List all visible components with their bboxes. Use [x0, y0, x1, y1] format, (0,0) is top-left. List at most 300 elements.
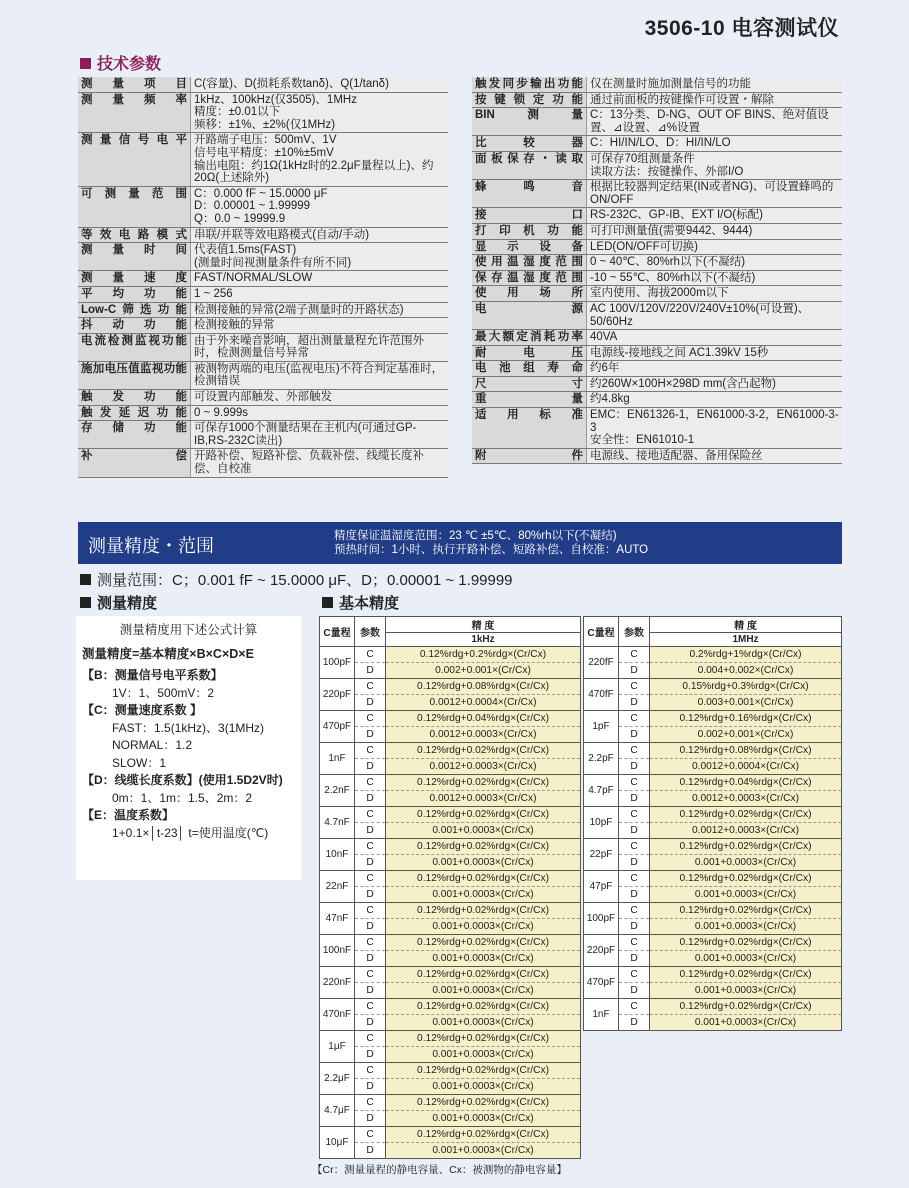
table-row — [320, 791, 581, 807]
table-row — [320, 855, 581, 871]
spec-row — [472, 255, 842, 271]
range-cell: 47nF — [320, 903, 355, 935]
footnote: 【Cr：测量量程的静电容量、Cx：被测物的静电容量】 — [312, 1164, 567, 1176]
range-cell: 100pF — [320, 647, 355, 679]
param-cell-d: D — [619, 695, 650, 711]
spec-value: AC 100V/120V/220V/240V±10%(可设置)、50/60Hz — [587, 301, 843, 329]
spec-label: 最大额定消耗功率 — [472, 330, 587, 346]
range-cell: 10μF — [320, 1127, 355, 1159]
formula-cell-c: 0.12%rdg+0.02%rdg×(Cr/Cx) — [386, 935, 581, 951]
spec-row — [472, 408, 842, 449]
table-row — [320, 1031, 581, 1047]
formula-cell-d: 0.001+0.0003×(Cr/Cx) — [650, 855, 842, 871]
formula-cell-d: 0.001+0.0003×(Cr/Cx) — [386, 1143, 581, 1159]
param-cell-c: C — [355, 935, 386, 951]
formula-cell-d: 0.0012+0.0003×(Cr/Cx) — [386, 759, 581, 775]
range-cell: 220pF — [584, 935, 619, 967]
accuracy-banner — [78, 522, 842, 564]
formula-cell-c: 0.12%rdg+0.02%rdg×(Cr/Cx) — [386, 967, 581, 983]
spec-value: 仅在测量时施加测量信号的功能 — [587, 77, 843, 92]
param-cell-c: C — [355, 807, 386, 823]
param-cell-d: D — [355, 727, 386, 743]
formula-cell-d: 0.001+0.0003×(Cr/Cx) — [650, 1015, 842, 1031]
table-row — [584, 663, 842, 679]
param-cell-c: C — [619, 999, 650, 1015]
formula-cell-d: 0.001+0.0003×(Cr/Cx) — [386, 1047, 581, 1063]
spec-row — [472, 136, 842, 152]
formula-cell-d: 0.001+0.0003×(Cr/Cx) — [386, 951, 581, 967]
range-cell: 470pF — [584, 967, 619, 999]
formula-cell-c: 0.12%rdg+0.02%rdg×(Cr/Cx) — [386, 903, 581, 919]
spec-label: 蜂鸣音 — [472, 180, 587, 208]
spec-value: 40VA — [587, 330, 843, 346]
spec-row — [472, 108, 842, 136]
formula-e-title: 【E：温度系数】 — [82, 808, 175, 822]
formula-cell-d: 0.0012+0.0003×(Cr/Cx) — [650, 823, 842, 839]
table-row — [320, 1111, 581, 1127]
accuracy-heading — [80, 592, 157, 613]
range-cell: 22nF — [320, 871, 355, 903]
spec-label: 面板保存・读取 — [472, 151, 587, 179]
table-row — [584, 855, 842, 871]
formula-c-title: 【C：测量速度系数 】 — [82, 703, 203, 717]
formula-cell-c: 0.12%rdg+0.2%rdg×(Cr/Cx) — [386, 647, 581, 663]
table-row — [320, 1095, 581, 1111]
formula-cell-d: 0.001+0.0003×(Cr/Cx) — [386, 855, 581, 871]
param-cell-d: D — [355, 855, 386, 871]
spec-label: 保存温湿度范围 — [472, 270, 587, 286]
spec-row — [78, 227, 448, 243]
formula-cell-c: 0.15%rdg+0.3%rdg×(Cr/Cx) — [650, 679, 842, 695]
spec-row — [78, 361, 448, 389]
formula-c-v2: NORMAL：1.2 — [112, 738, 193, 752]
spec-value: 约260W×100H×298D mm(含凸起物) — [587, 376, 843, 392]
table-row — [584, 839, 842, 855]
spec-row — [78, 318, 448, 334]
range-cell: 1nF — [320, 743, 355, 775]
param-cell-d: D — [619, 983, 650, 999]
param-cell-d: D — [619, 663, 650, 679]
param-cell-c: C — [619, 967, 650, 983]
spec-value: RS-232C、GP-IB、EXT I/O(标配) — [587, 208, 843, 224]
param-cell-c: C — [355, 679, 386, 695]
section-title-text: 技术参数 — [97, 56, 162, 73]
spec-value: 根据比较器判定结果(IN或者NG)、可设置蜂鸣的ON/OFF — [587, 180, 843, 208]
param-cell-d: D — [355, 791, 386, 807]
col-header-range: C量程 — [584, 617, 619, 647]
spec-value: FAST/NORMAL/SLOW — [191, 271, 449, 287]
spec-value: 可保存1000个测量结果在主机内(可通过GP-IB,RS-232C读出) — [191, 421, 449, 449]
formula-cell-d: 0.001+0.0003×(Cr/Cx) — [650, 887, 842, 903]
param-cell-c: C — [355, 1095, 386, 1111]
spec-label: 平均功能 — [78, 286, 191, 302]
table-row — [320, 1127, 581, 1143]
table-row — [584, 695, 842, 711]
spec-value: EMC：EN61326-1，EN61000-3-2，EN61000-3-3 安全性：EN61010-1 — [587, 408, 843, 449]
param-cell-d: D — [355, 1047, 386, 1063]
spec-label: 耐电压 — [472, 345, 587, 361]
formula-cell-d: 0.001+0.0003×(Cr/Cx) — [386, 919, 581, 935]
param-cell-d: D — [355, 1143, 386, 1159]
formula-cell-c: 0.12%rdg+0.02%rdg×(Cr/Cx) — [386, 775, 581, 791]
formula-b-values: 1V：1、500mV：2 — [112, 685, 215, 700]
spec-label: 测量速度 — [78, 271, 191, 287]
formula-cell-d: 0.001+0.0003×(Cr/Cx) — [650, 919, 842, 935]
formula-intro: 测量精度用下述公式计算 — [119, 623, 258, 637]
formula-cell-d: 0.002+0.001×(Cr/Cx) — [386, 663, 581, 679]
spec-row — [78, 421, 448, 449]
param-cell-d: D — [619, 791, 650, 807]
spec-row — [78, 302, 448, 318]
range-cell: 22pF — [584, 839, 619, 871]
spec-value: -10 ~ 55℃、80%rh以下(不凝结) — [587, 270, 843, 286]
table-row — [584, 983, 842, 999]
table-row — [584, 727, 842, 743]
range-cell: 4.7pF — [584, 775, 619, 807]
spec-label: 附件 — [472, 448, 587, 464]
banner-title: 测量精度・范围 — [88, 536, 214, 556]
spec-label: 触发同步输出功能 — [472, 77, 587, 92]
spec-row — [472, 345, 842, 361]
formula-cell-c: 0.12%rdg+0.02%rdg×(Cr/Cx) — [650, 807, 842, 823]
formula-cell-d: 0.004+0.002×(Cr/Cx) — [650, 663, 842, 679]
spec-value: LED(ON/OFF可切换) — [587, 239, 843, 255]
spec-label: 可测量范围 — [78, 186, 191, 227]
spec-row — [78, 186, 448, 227]
spec-value: 电源线-接地线之间 AC1.39kV 15秒 — [587, 345, 843, 361]
spec-table-left — [78, 77, 448, 478]
spec-row — [78, 449, 448, 477]
square-bullet-icon — [80, 58, 91, 69]
table-row — [584, 775, 842, 791]
formula-cell-c: 0.12%rdg+0.16%rdg×(Cr/Cx) — [650, 711, 842, 727]
col-header-param: 参数 — [619, 617, 650, 647]
col-header-range: C量程 — [320, 617, 355, 647]
formula-e-values: 1+0.1×│t-23│ t=使用温度(℃) — [112, 825, 269, 840]
spec-value: 串联/并联等效电路模式(自动/手动) — [191, 227, 449, 243]
formula-cell-d: 0.001+0.0003×(Cr/Cx) — [386, 1111, 581, 1127]
accuracy-table-1khz — [319, 616, 581, 1159]
spec-value: C：0.000 fF ~ 15.0000 μF D：0.00001 ~ 1.99999 Q：0.0 ~ 19999.9 — [191, 186, 449, 227]
spec-row — [78, 271, 448, 287]
table-row — [320, 1079, 581, 1095]
table-row — [320, 999, 581, 1015]
col-header-precision: 精 度 — [386, 617, 581, 633]
spec-label: 尺寸 — [472, 376, 587, 392]
spec-label: 按键锁定功能 — [472, 92, 587, 108]
spec-row — [78, 243, 448, 271]
spec-value: 代表值1.5ms(FAST) (测量时间视测量条件有所不同) — [191, 243, 449, 271]
range-cell: 2.2pF — [584, 743, 619, 775]
formula-cell-c: 0.12%rdg+0.02%rdg×(Cr/Cx) — [650, 903, 842, 919]
table-row — [320, 1047, 581, 1063]
spec-value: C：HI/IN/LO、D：HI/IN/LO — [587, 136, 843, 152]
table-row — [584, 1015, 842, 1031]
spec-label: 施加电压值监视功能 — [78, 361, 191, 389]
spec-label: 接口 — [472, 208, 587, 224]
formula-cell-d: 0.001+0.0003×(Cr/Cx) — [386, 983, 581, 999]
table-row — [584, 903, 842, 919]
formula-cell-c: 0.12%rdg+0.04%rdg×(Cr/Cx) — [386, 711, 581, 727]
formula-main: 测量精度=基本精度×B×C×D×E — [82, 646, 254, 661]
formula-cell-d: 0.003+0.001×(Cr/Cx) — [650, 695, 842, 711]
param-cell-c: C — [355, 711, 386, 727]
spec-label: 触发延迟功能 — [78, 405, 191, 421]
formula-cell-c: 0.12%rdg+0.02%rdg×(Cr/Cx) — [386, 807, 581, 823]
table-row — [320, 759, 581, 775]
formula-cell-c: 0.12%rdg+0.04%rdg×(Cr/Cx) — [650, 775, 842, 791]
table-row — [584, 711, 842, 727]
basic-accuracy-heading — [322, 592, 399, 613]
range-text: 测量范围：C；0.001 fF ~ 15.0000 μF、D；0.00001 ~ 1.99999 — [97, 572, 513, 589]
spec-label: 测量信号电平 — [78, 133, 191, 186]
table-row — [584, 679, 842, 695]
table-row — [320, 919, 581, 935]
range-cell: 4.7nF — [320, 807, 355, 839]
param-cell-c: C — [619, 775, 650, 791]
spec-row — [472, 330, 842, 346]
formula-cell-d: 0.0012+0.0003×(Cr/Cx) — [386, 791, 581, 807]
param-cell-d: D — [619, 919, 650, 935]
formula-cell-c: 0.12%rdg+0.02%rdg×(Cr/Cx) — [386, 743, 581, 759]
formula-cell-c: 0.2%rdg+1%rdg×(Cr/Cx) — [650, 647, 842, 663]
formula-cell-c: 0.12%rdg+0.02%rdg×(Cr/Cx) — [386, 839, 581, 855]
banner-note-line1: 精度保证温湿度范围：23 ℃ ±5℃、80%rh以下(不凝结) — [334, 530, 617, 542]
spec-label: Low-C筛选功能 — [78, 302, 191, 318]
table-row — [320, 871, 581, 887]
range-cell: 470nF — [320, 999, 355, 1031]
formula-cell-c: 0.12%rdg+0.02%rdg×(Cr/Cx) — [386, 871, 581, 887]
spec-label: 使用场所 — [472, 286, 587, 302]
spec-row — [472, 270, 842, 286]
table-row — [320, 1063, 581, 1079]
table-row — [584, 967, 842, 983]
range-cell: 100nF — [320, 935, 355, 967]
banner-note-line2: 预热时间：1小时、执行开路补偿、短路补偿、自校准：AUTO — [334, 544, 649, 556]
range-cell: 2.2μF — [320, 1063, 355, 1095]
spec-label: 使用温湿度范围 — [472, 255, 587, 271]
param-cell-c: C — [355, 647, 386, 663]
table-row — [320, 775, 581, 791]
formula-cell-d: 0.001+0.0003×(Cr/Cx) — [386, 823, 581, 839]
spec-row — [78, 390, 448, 406]
param-cell-d: D — [355, 919, 386, 935]
spec-label: 比较器 — [472, 136, 587, 152]
spec-label: 显示设备 — [472, 239, 587, 255]
range-cell: 10pF — [584, 807, 619, 839]
param-cell-c: C — [355, 1063, 386, 1079]
square-bullet-icon — [80, 597, 91, 608]
table-row — [320, 647, 581, 663]
table-row — [584, 919, 842, 935]
formula-cell-c: 0.12%rdg+0.02%rdg×(Cr/Cx) — [386, 1127, 581, 1143]
param-cell-c: C — [355, 999, 386, 1015]
param-cell-d: D — [355, 1079, 386, 1095]
param-cell-c: C — [619, 647, 650, 663]
formula-box — [76, 616, 301, 880]
formula-cell-c: 0.12%rdg+0.02%rdg×(Cr/Cx) — [386, 1095, 581, 1111]
table-row — [584, 759, 842, 775]
formula-cell-d: 0.0012+0.0003×(Cr/Cx) — [386, 727, 581, 743]
spec-label: 电流检测监视功能 — [78, 333, 191, 361]
accuracy-heading-text: 测量精度 — [97, 595, 158, 612]
range-cell: 1nF — [584, 999, 619, 1031]
range-cell: 47pF — [584, 871, 619, 903]
col-header-param: 参数 — [355, 617, 386, 647]
param-cell-c: C — [355, 839, 386, 855]
param-cell-d: D — [355, 759, 386, 775]
formula-cell-c: 0.12%rdg+0.02%rdg×(Cr/Cx) — [386, 999, 581, 1015]
formula-cell-d: 0.002+0.001×(Cr/Cx) — [650, 727, 842, 743]
formula-cell-c: 0.12%rdg+0.02%rdg×(Cr/Cx) — [386, 1063, 581, 1079]
table-row — [320, 1143, 581, 1159]
table-row — [320, 727, 581, 743]
spec-row — [472, 286, 842, 302]
table-row — [584, 935, 842, 951]
section-title-specs — [80, 51, 161, 74]
col-header-precision: 精 度 — [650, 617, 842, 633]
param-cell-c: C — [619, 743, 650, 759]
formula-d-values: 0m：1、1m：1.5、2m：2 — [112, 790, 253, 805]
formula-cell-c: 0.12%rdg+0.02%rdg×(Cr/Cx) — [650, 839, 842, 855]
range-cell: 4.7μF — [320, 1095, 355, 1127]
formula-c-v3: SLOW：1 — [112, 755, 167, 770]
table-row — [320, 695, 581, 711]
spec-value: 可打印测量值(需要9442、9444) — [587, 223, 843, 239]
page-title: 3506-10 电容测试仪 — [644, 17, 839, 40]
spec-row — [78, 77, 448, 92]
table-row — [320, 983, 581, 999]
range-cell: 470fF — [584, 679, 619, 711]
spec-row — [472, 77, 842, 92]
spec-value: 由于外来噪音影响，超出测量量程允许范围外时，检测测量信号异常 — [191, 333, 449, 361]
param-cell-d: D — [355, 663, 386, 679]
formula-cell-d: 0.001+0.0003×(Cr/Cx) — [650, 983, 842, 999]
formula-cell-c: 0.12%rdg+0.02%rdg×(Cr/Cx) — [650, 871, 842, 887]
param-cell-c: C — [355, 903, 386, 919]
table-row — [320, 887, 581, 903]
param-cell-c: C — [355, 743, 386, 759]
spec-label: 电池组寿命 — [472, 361, 587, 377]
range-cell: 220pF — [320, 679, 355, 711]
formula-cell-d: 0.001+0.0003×(Cr/Cx) — [386, 1079, 581, 1095]
param-cell-d: D — [619, 727, 650, 743]
spec-value: 通过前面板的按键操作可设置・解除 — [587, 92, 843, 108]
col-header-freq: 1kHz — [386, 633, 581, 647]
spec-label: 抖动功能 — [78, 318, 191, 334]
measurement-range — [80, 569, 513, 590]
spec-value: C：13分类、D-NG、OUT OF BINS、绝对值设置、⊿设置、⊿%设置 — [587, 108, 843, 136]
param-cell-d: D — [355, 823, 386, 839]
spec-value: 1kHz、100kHz(仅3505)、1MHz 精度：±0.01以下 频移：±1%、±2%(仅1MHz) — [191, 92, 449, 133]
param-cell-c: C — [619, 679, 650, 695]
table-row — [584, 743, 842, 759]
accuracy-table-1mhz — [583, 616, 842, 1031]
param-cell-d: D — [619, 823, 650, 839]
col-header-freq: 1MHz — [650, 633, 842, 647]
formula-cell-d: 0.001+0.0003×(Cr/Cx) — [650, 951, 842, 967]
spec-label: 电源 — [472, 301, 587, 329]
table-row — [320, 743, 581, 759]
spec-row — [472, 392, 842, 408]
spec-value: 可设置内部触发、外部触发 — [191, 390, 449, 406]
spec-row — [472, 301, 842, 329]
banner-note — [334, 529, 648, 557]
table-row — [584, 807, 842, 823]
table-row — [320, 1015, 581, 1031]
spec-table-right — [472, 77, 842, 464]
spec-label: 存储功能 — [78, 421, 191, 449]
table-row — [584, 871, 842, 887]
formula-cell-d: 0.0012+0.0004×(Cr/Cx) — [650, 759, 842, 775]
formula-cell-c: 0.12%rdg+0.08%rdg×(Cr/Cx) — [386, 679, 581, 695]
spec-label: BIN测量 — [472, 108, 587, 136]
param-cell-d: D — [619, 887, 650, 903]
param-cell-d: D — [355, 1111, 386, 1127]
param-cell-d: D — [355, 983, 386, 999]
param-cell-d: D — [355, 1015, 386, 1031]
spec-value: 0 ~ 40℃、80%rh以下(不凝结) — [587, 255, 843, 271]
spec-value: 1 ~ 256 — [191, 286, 449, 302]
spec-label: 重量 — [472, 392, 587, 408]
range-cell: 10nF — [320, 839, 355, 871]
spec-value: 0 ~ 9.999s — [191, 405, 449, 421]
spec-label: 打印机功能 — [472, 223, 587, 239]
param-cell-c: C — [619, 871, 650, 887]
spec-label: 适用标准 — [472, 408, 587, 449]
table-row — [584, 791, 842, 807]
param-cell-d: D — [355, 951, 386, 967]
spec-value: C(容量)、D(损耗系数tanδ)、Q(1/tanδ) — [191, 77, 449, 92]
spec-row — [472, 361, 842, 377]
param-cell-d: D — [355, 695, 386, 711]
spec-value: 可保存70组测量条件 读取方法：按键操作、外部I/O — [587, 151, 843, 179]
spec-value: 室内使用、海拔2000m以下 — [587, 286, 843, 302]
spec-value: 被测物两端的电压(监视电压)不符合判定基准时，检测错误 — [191, 361, 449, 389]
spec-value: 开路补偿、短路补偿、负载补偿、线缆长度补偿、自校准 — [191, 449, 449, 477]
table-row — [320, 823, 581, 839]
spec-label: 测量时间 — [78, 243, 191, 271]
spec-row — [78, 92, 448, 133]
spec-row — [78, 333, 448, 361]
spec-value: 电源线、接地适配器、备用保险丝 — [587, 448, 843, 464]
param-cell-c: C — [355, 967, 386, 983]
spec-row — [472, 239, 842, 255]
table-row — [320, 951, 581, 967]
spec-label: 等效电路模式 — [78, 227, 191, 243]
table-row — [320, 807, 581, 823]
formula-c-v1: FAST：1.5(1kHz)、3(1MHz) — [112, 720, 265, 735]
param-cell-d: D — [619, 951, 650, 967]
spec-value: 约4.8kg — [587, 392, 843, 408]
range-cell: 2.2nF — [320, 775, 355, 807]
range-cell: 1pF — [584, 711, 619, 743]
spec-label: 测量频率 — [78, 92, 191, 133]
param-cell-d: D — [355, 887, 386, 903]
formula-cell-d: 0.0012+0.0003×(Cr/Cx) — [650, 791, 842, 807]
formula-b-title: 【B：测量信号电平系数】 — [82, 668, 223, 682]
param-cell-c: C — [619, 711, 650, 727]
range-cell: 100pF — [584, 903, 619, 935]
param-cell-c: C — [619, 903, 650, 919]
param-cell-d: D — [619, 1015, 650, 1031]
range-cell: 470pF — [320, 711, 355, 743]
square-bullet-icon — [80, 574, 91, 585]
spec-row — [472, 208, 842, 224]
param-cell-c: C — [355, 871, 386, 887]
param-cell-d: D — [619, 855, 650, 871]
spec-value: 检测接触的异常(2端子测量时的开路状态) — [191, 302, 449, 318]
